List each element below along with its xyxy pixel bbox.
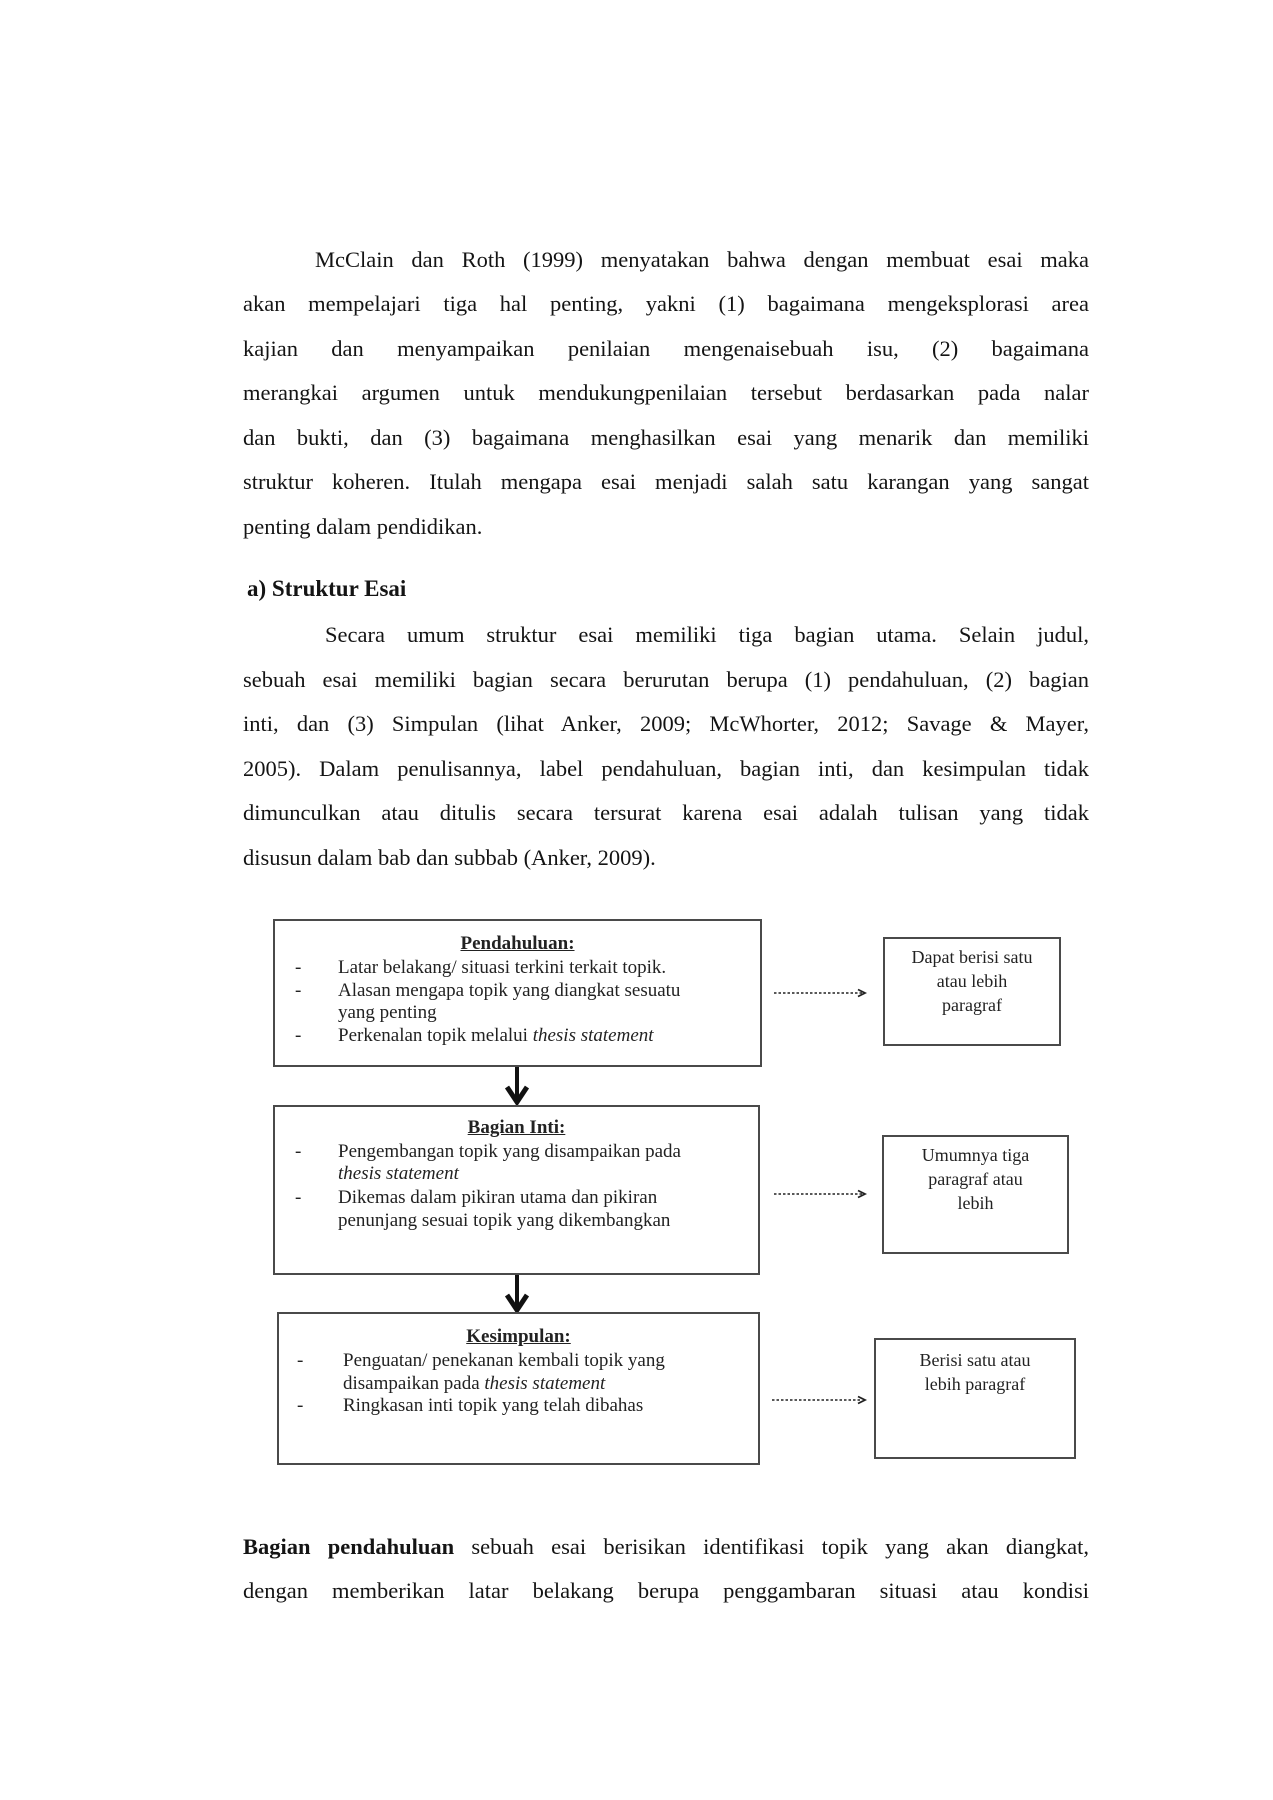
- bullet-dash: -: [295, 980, 302, 1001]
- text-line: [243, 1532, 1089, 1562]
- text-line: dengan memberikan latar belakang berupa penggambaran situasi atau kondisi: [243, 1578, 1089, 1603]
- diagram-box-bagian-inti: [273, 1105, 760, 1275]
- box-item: Latar belakang/ situasi terkini terkait topik.: [338, 957, 667, 978]
- text-line: merangkai argumen untuk mendukungpenilaian tersebut berdasarkan pada nalar: [243, 380, 1089, 405]
- note-line: Umumnya tiga: [921, 1145, 1030, 1165]
- box-title: Pendahuluan:: [460, 933, 575, 954]
- text-line: kajian dan menyampaikan penilaian mengenaisebuah isu, (2) bagaimana: [243, 336, 1089, 361]
- text-line: Secara umum struktur esai memiliki tiga bagian utama. Selain judul,: [325, 622, 1089, 647]
- section-heading: a) Struktur Esai: [247, 576, 407, 601]
- text-span: sebuah esai berisikan identifikasi topik yang akan diangkat,: [454, 1534, 1089, 1559]
- box-item: Pengembangan topik yang disampaikan pada: [338, 1141, 681, 1162]
- bullet-dash: -: [297, 1395, 304, 1416]
- dotted-arrow-icon: [774, 1189, 868, 1199]
- text-line: dan bukti, dan (3) bagaimana menghasilkan esai yang menarik dan memiliki: [243, 425, 1089, 450]
- bullet-dash: -: [295, 957, 302, 978]
- diagram-box-kesimpulan: [277, 1312, 760, 1465]
- box-item: Penguatan/ penekanan kembali topik yang: [343, 1350, 665, 1371]
- item-text: disampaikan pada: [343, 1373, 485, 1394]
- box-item: Dikemas dalam pikiran utama dan pikiran: [338, 1187, 658, 1208]
- note-line: paragraf: [942, 995, 1002, 1015]
- box-item: [338, 1163, 459, 1185]
- dotted-arrow-icon: [772, 1395, 868, 1405]
- box-item: Alasan mengapa topik yang diangkat sesuatu: [338, 980, 681, 1001]
- text-line: akan mempelajari tiga hal penting, yakni (1) bagaimana mengeksplorasi area: [243, 291, 1089, 316]
- bullet-dash: -: [295, 1025, 302, 1046]
- box-item: [338, 1025, 654, 1047]
- note-box-bagian-inti: [882, 1135, 1069, 1254]
- text-line: 2005). Dalam penulisannya, label pendahuluan, bagian inti, dan kesimpulan tidak: [243, 756, 1089, 781]
- box-title: Bagian Inti:: [467, 1117, 566, 1138]
- text-line: struktur koheren. Itulah mengapa esai menjadi salah satu karangan yang sangat: [243, 469, 1089, 494]
- bullet-dash: -: [295, 1141, 302, 1162]
- box-item: [343, 1373, 605, 1395]
- note-line: lebih: [957, 1193, 994, 1213]
- text-line: McClain dan Roth (1999) menyatakan bahwa dengan membuat esai maka: [315, 247, 1089, 272]
- note-line: paragraf atau: [928, 1169, 1023, 1189]
- note-line: Dapat berisi satu: [911, 947, 1033, 967]
- text-line: dimunculkan atau ditulis secara tersurat karena esai adalah tulisan yang tidak: [243, 800, 1089, 825]
- box-item: penunjang sesuai topik yang dikembangkan: [338, 1210, 671, 1231]
- diagram-box-pendahuluan: [273, 919, 762, 1067]
- note-box-kesimpulan: [874, 1338, 1076, 1459]
- text-line: disusun dalam bab dan subbab (Anker, 2009).: [243, 845, 656, 870]
- item-text: Perkenalan topik melalui: [338, 1025, 533, 1046]
- box-item: Ringkasan inti topik yang telah dibahas: [343, 1395, 644, 1416]
- note-line: Berisi satu atau: [919, 1350, 1031, 1370]
- down-arrow-icon: [505, 1275, 529, 1313]
- down-arrow-icon: [505, 1067, 529, 1105]
- note-line: lebih paragraf: [924, 1374, 1026, 1394]
- box-title: Kesimpulan:: [466, 1326, 571, 1347]
- box-item: yang penting: [338, 1002, 437, 1023]
- item-italic: thesis statement: [484, 1373, 606, 1394]
- dotted-arrow-icon: [774, 988, 868, 998]
- note-box-pendahuluan: [883, 937, 1061, 1046]
- text-line: inti, dan (3) Simpulan (lihat Anker, 2009; McWhorter, 2012; Savage & Mayer,: [243, 711, 1089, 736]
- item-italic: thesis statement: [532, 1025, 654, 1046]
- text-line: penting dalam pendidikan.: [243, 514, 483, 539]
- bold-term: Bagian pendahuluan: [243, 1534, 455, 1559]
- text-line: sebuah esai memiliki bagian secara berurutan berupa (1) pendahuluan, (2) bagian: [243, 667, 1089, 692]
- bullet-dash: -: [295, 1187, 302, 1208]
- note-line: atau lebih: [936, 971, 1008, 991]
- bullet-dash: -: [297, 1350, 304, 1371]
- item-italic: thesis statement: [338, 1163, 459, 1184]
